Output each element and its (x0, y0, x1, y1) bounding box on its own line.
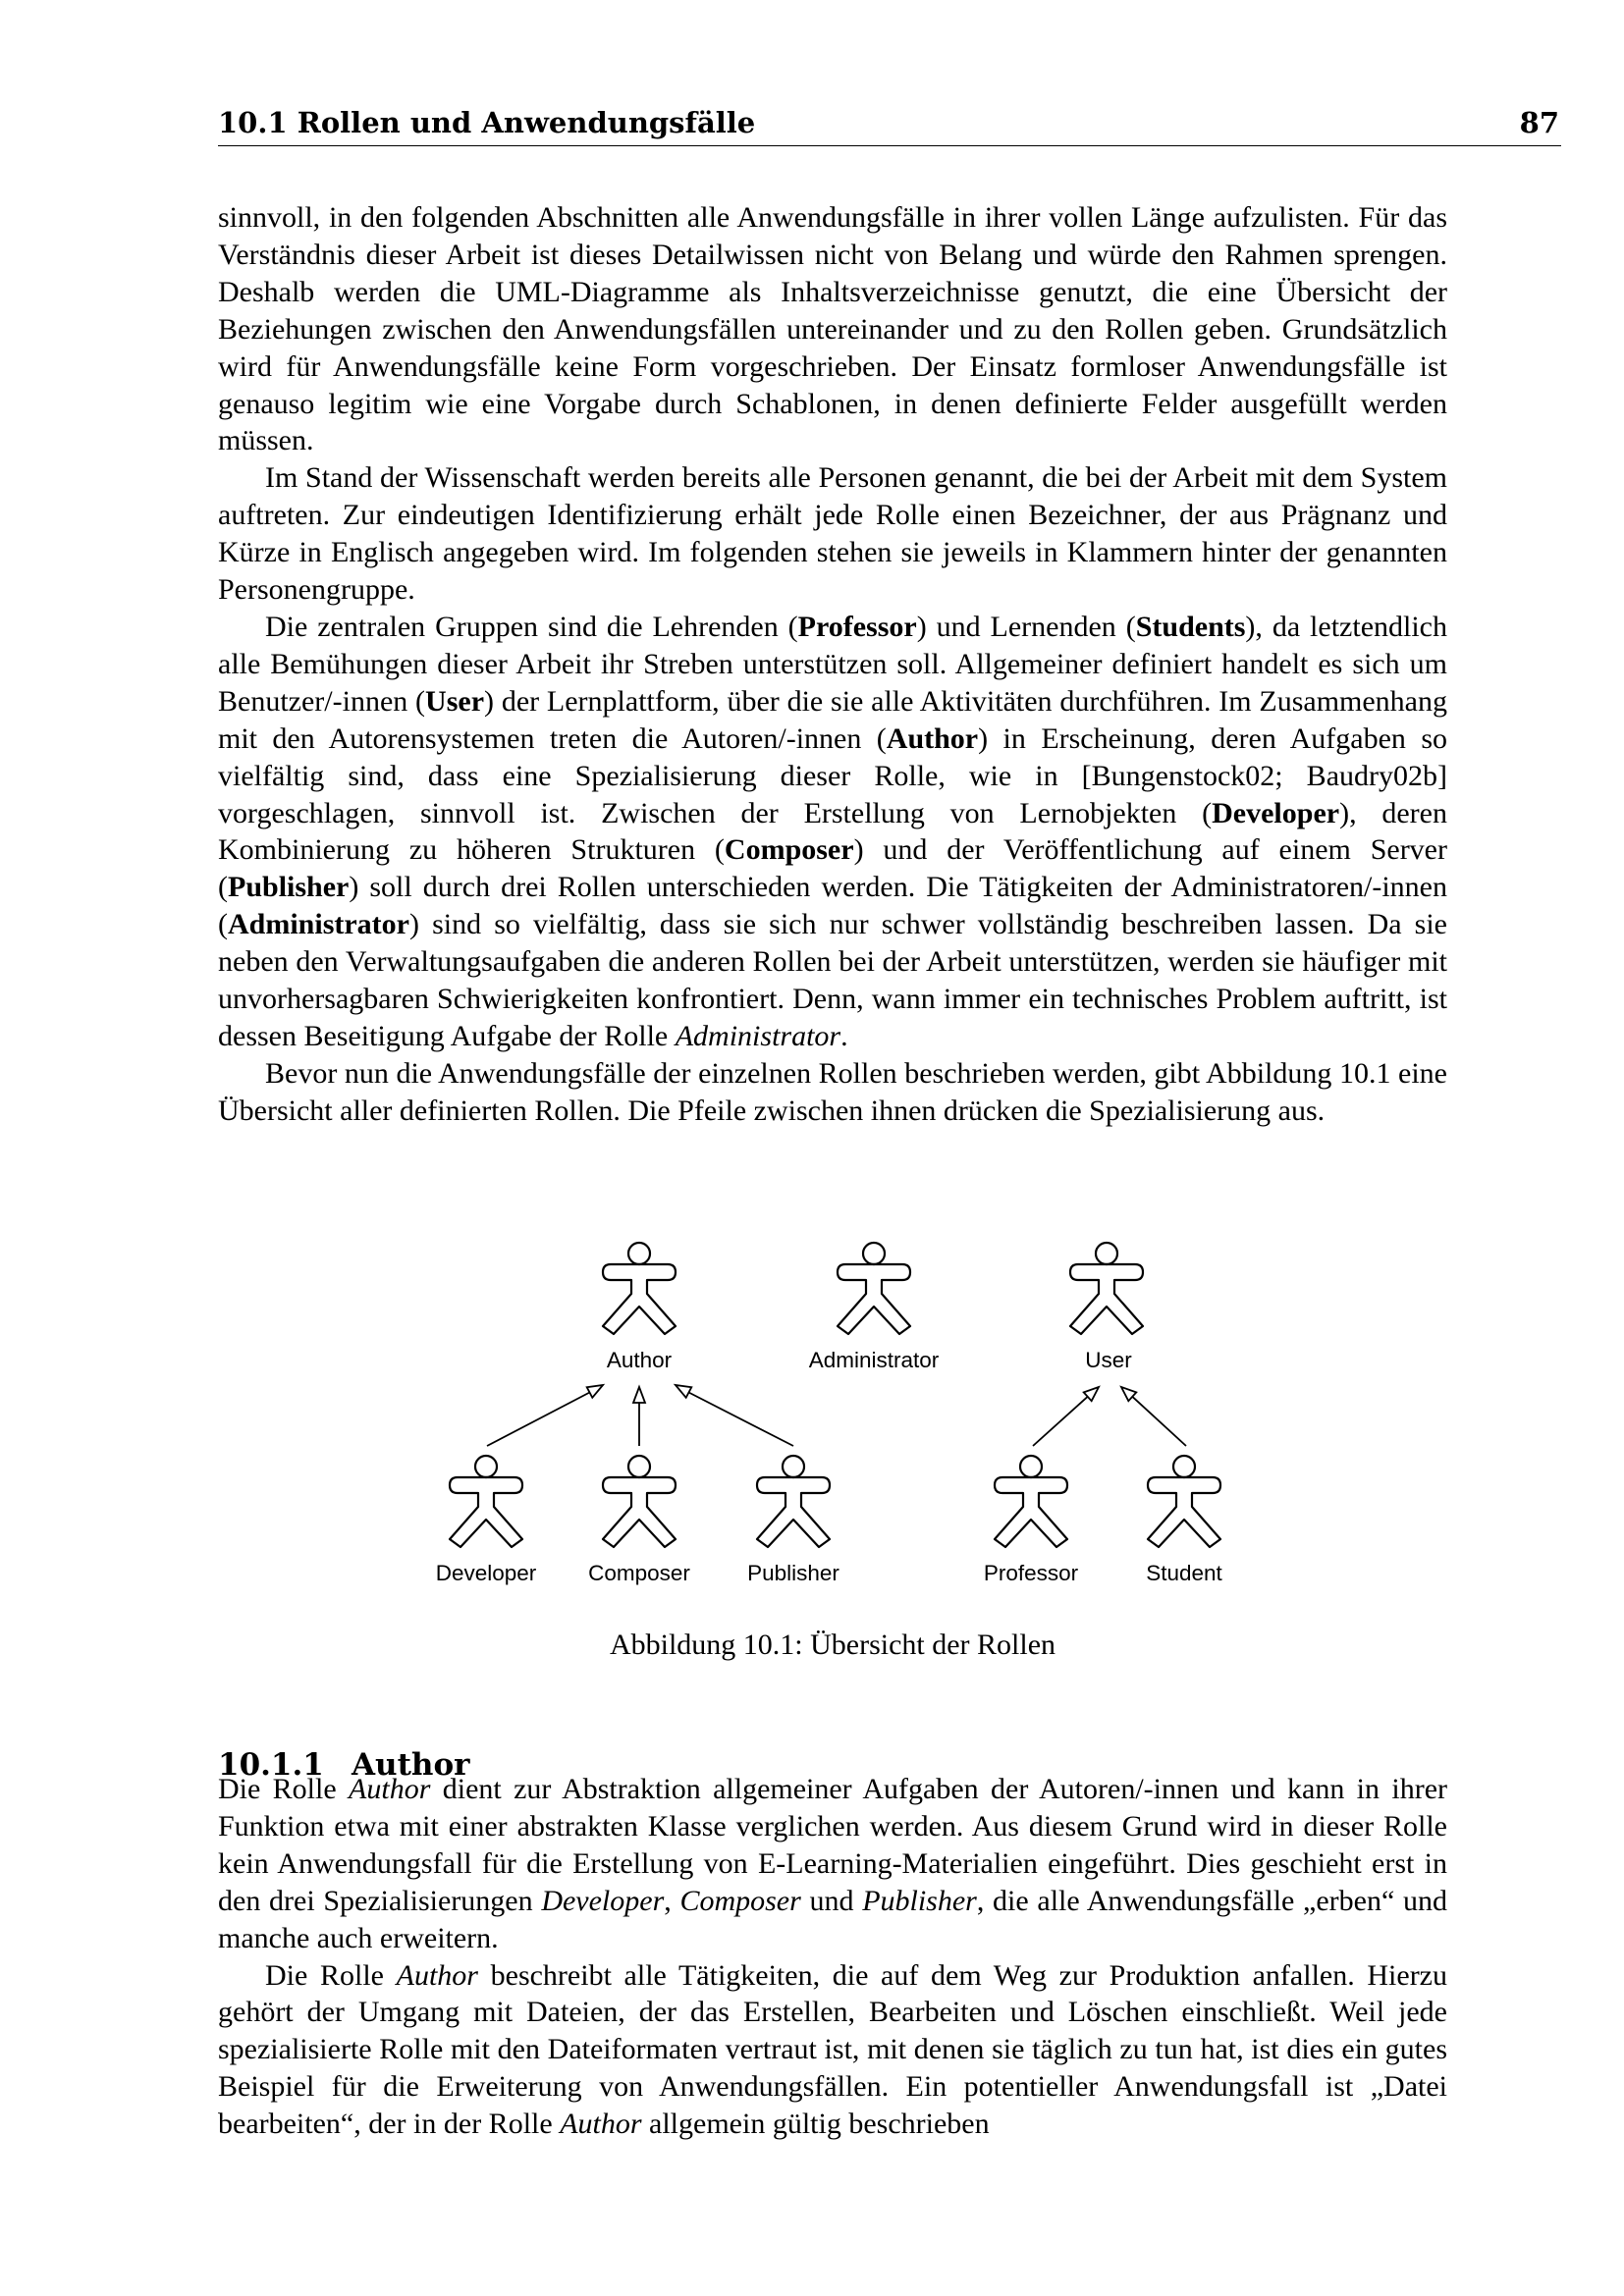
subsection-number: 10.1.1 (218, 1747, 324, 1783)
bold-term: Publisher (228, 871, 350, 904)
text-run: beschreibt alle Tätigkeiten, die auf dem Weg zur Produktion anfallen. Hierzu gehört der Umgang mit Dateien, der das Erstellen, Bearbeiten und Löschen einschließt. Weil jede spezialisierte Rolle mit den Dateiformaten vertraut ist, mit denen sie täglich zu tun hat, ist dies ein gutes Beispiel für die Erweiterung von Anwendungsfällen. Ein potentieller Anwendungsfall ist „Datei bearbeiten“, der in der Rolle (218, 1958, 1447, 2141)
body-text-bottom (218, 1771, 1447, 2143)
actor-author-icon (603, 1243, 676, 1334)
bold-term: Administrator (228, 908, 409, 941)
italic-term: Developer (541, 1884, 665, 1917)
text-run: ) der Lernplattform, über die sie alle Aktivitäten durchführen. Im Zusammenhang mit den Autorensystemen treten die Autoren/-innen ( (218, 684, 1447, 755)
actor-label-composer: Composer (588, 1561, 690, 1585)
generalization-publisher-author (689, 1393, 794, 1447)
bold-term: Developer (1212, 796, 1340, 829)
text-run: ), da letztendlich alle Bemühungen dieser Arbeit ihr Streben unterstützen soll. Allgemeiner definiert handelt es sich um Benutzer/-innen ( (218, 610, 1447, 718)
generalization-student-user (1132, 1397, 1186, 1446)
paragraph (218, 1957, 1447, 2144)
paragraph (218, 1771, 1447, 1957)
text-run: Die zentralen Gruppen sind die Lehrenden ( (265, 610, 798, 643)
italic-term: Author (560, 2108, 642, 2141)
actor-label-developer: Developer (435, 1561, 537, 1585)
actor-student-icon (1148, 1456, 1220, 1547)
actor-label-student: Student (1146, 1561, 1222, 1585)
actor-publisher-icon (757, 1456, 830, 1547)
bold-term: Professor (797, 610, 917, 643)
italic-term: Author (349, 1773, 431, 1805)
roles-uml-diagram (393, 1231, 1276, 1594)
text-run: ), deren Kombinierung zu höheren Strukturen ( (218, 796, 1447, 867)
actor-composer-icon (603, 1456, 676, 1547)
actor-label-administrator: Administrator (808, 1348, 940, 1372)
text-run: Die Rolle (265, 1958, 397, 1992)
text-run: , (664, 1884, 680, 1917)
arrowhead-publisher-author (676, 1385, 691, 1398)
actor-developer-icon (450, 1456, 522, 1547)
text-run: Die Rolle (218, 1773, 350, 1805)
text-run: sinnvoll, in den folgenden Abschnitten alle Anwendungsfälle in ihrer vollen Länge aufzulisten. Für das Verständnis dieser Arbeit ist dieses Detailwissen nicht von Belang und würde den Rahmen sprengen. Deshalb werden die UML-Diagramme als Inhaltsverzeichnisse genutzt, die eine Übersicht der Beziehungen zwischen den Anwendungsfällen untereinander und zu den Rollen geben. Grundsätzlich wird für Anwendungsfälle keine Form vorgeschrieben. Der Einsatz formloser Anwendungsfälle ist genauso legitim wie eine Vorgabe durch Schablonen, in denen definierte Felder ausgefüllt werden müssen. (218, 201, 1447, 457)
actor-professor-icon (995, 1456, 1067, 1547)
italic-term: Composer (679, 1884, 801, 1917)
text-run: ) soll durch drei Rollen unterschieden werden. Die Tätigkeiten der Administratoren/-innen ( (218, 871, 1447, 941)
actor-label-publisher: Publisher (747, 1561, 839, 1585)
arrowhead-developer-author (587, 1385, 603, 1398)
paragraph (218, 1055, 1447, 1130)
bold-term: Composer (724, 833, 854, 867)
text-run: ) sind so vielfältig, dass sie sich nur schwer vollständig beschreiben lassen. Da sie neben den Verwaltungsaufgaben die anderen Rollen bei der Arbeit unterstützen, werden sie häufiger mit unvorhersagbaren Schwierigkeiten konfrontiert. Denn, wann immer ein technisches Problem auftritt, ist dessen Beseitigung Aufgabe der Rolle (218, 908, 1447, 1052)
text-run: . (840, 1019, 848, 1052)
actor-label-professor: Professor (983, 1561, 1079, 1585)
italic-term: Author (396, 1958, 478, 1992)
paragraph (218, 199, 1447, 459)
arrowhead-composer-author (633, 1387, 645, 1403)
italic-term: Publisher (862, 1884, 977, 1917)
text-run: allgemein gültig beschrieben (641, 2108, 990, 2141)
text-run: ) und der Veröffentlichung auf einem Server ( (218, 833, 1447, 904)
body-text-top (218, 199, 1447, 1130)
text-run: ) in Erscheinung, deren Aufgaben so vielfältig sind, dass eine Spezialisierung dieser Rolle, wie in [Bungenstock02; Baudry02b] vorgeschlagen, sinnvoll ist. Zwischen der Erstellung von Lernobjekten ( (218, 721, 1447, 829)
actor-administrator-icon (838, 1243, 910, 1334)
actor-user-icon (1070, 1243, 1143, 1334)
figure-caption: Abbildung 10.1: Übersicht der Rollen (609, 1629, 1056, 1661)
text-run: ) und Lernenden ( (916, 610, 1136, 643)
actor-label-author: Author (606, 1348, 673, 1372)
generalization-developer-author (487, 1393, 590, 1447)
bold-term: Students (1135, 610, 1246, 643)
text-run: Im Stand der Wissenschaft werden bereits alle Personen genannt, die bei der Arbeit mit dem System auftreten. Zur eindeutigen Identifizierung erhält jede Rolle einen Bezeichner, der aus Prägnanz und Kürze in Englisch angegeben wird. Im folgenden stehen sie jeweils in Klammern hinter der genannten Personengruppe. (218, 461, 1447, 607)
page-number: 87 (1519, 106, 1559, 139)
text-run: Bevor nun die Anwendungsfälle der einzelnen Rollen beschrieben werden, gibt Abbildung 10.1 eine Übersicht aller definierten Rollen. Die Pfeile zwischen ihnen drücken die Spezialisierung aus. (218, 1056, 1447, 1127)
text-run: und (800, 1884, 863, 1917)
subsection-title: Author (352, 1747, 470, 1783)
bold-term: User (425, 684, 485, 718)
generalization-professor-user (1033, 1397, 1088, 1446)
text-run: , die alle Anwendungsfälle „erben“ und manche auch erweitern. (218, 1884, 1447, 1954)
running-title: 10.1 Rollen und Anwendungsfälle (218, 106, 756, 139)
paragraph (218, 609, 1447, 1055)
running-header (218, 104, 1561, 146)
bold-term: Author (886, 721, 979, 755)
actor-label-user: User (1085, 1348, 1132, 1372)
paragraph (218, 459, 1447, 609)
text-run: dient zur Abstraktion allgemeiner Aufgaben der Autoren/-innen und kann in ihrer Funktion etwa mit einer abstrakten Klasse verglichen werden. Aus diesem Grund wird in dieser Rolle kein Anwendungsfall für die Erstellung von E-Learning-Materialien eingeführt. Dies geschieht erst in den drei Spezialisierungen (218, 1773, 1447, 1917)
italic-term: Administrator (675, 1019, 841, 1052)
